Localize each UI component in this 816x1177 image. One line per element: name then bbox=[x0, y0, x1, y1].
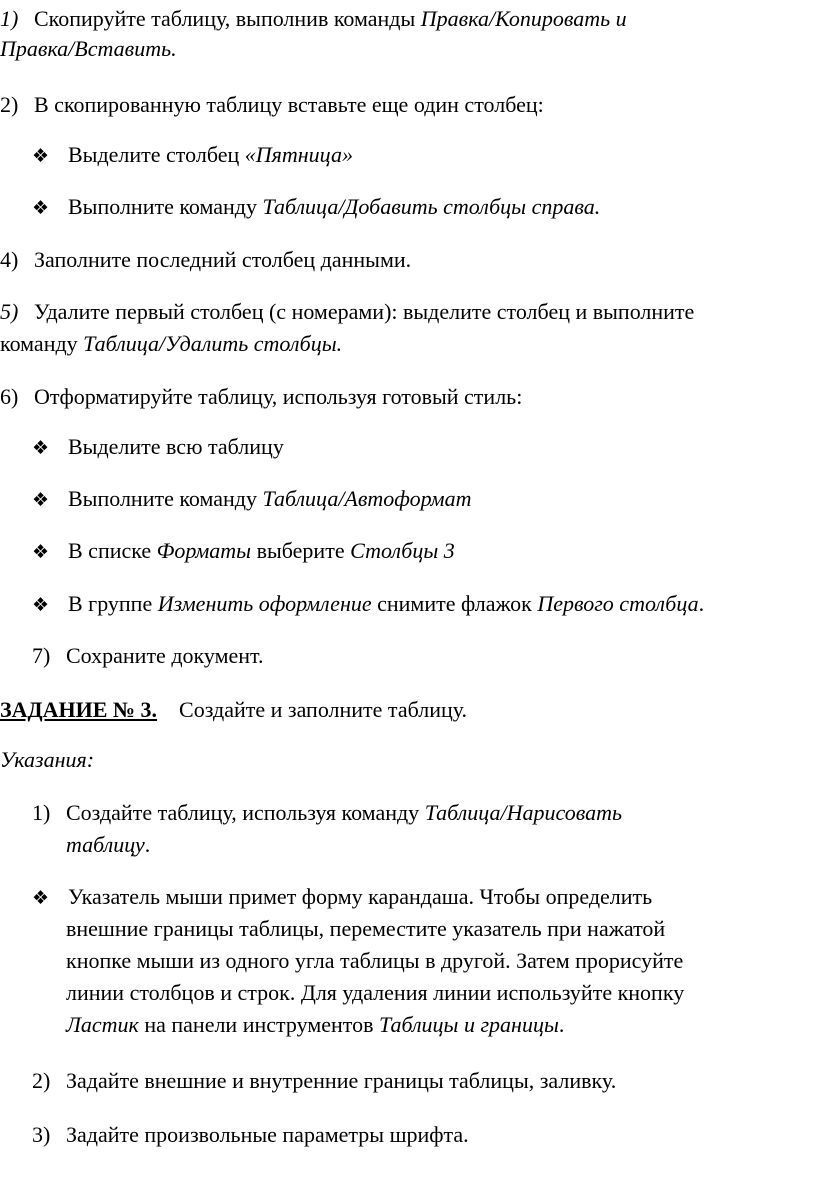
command-text: Таблица/Нарисовать bbox=[424, 800, 623, 825]
step-1 bbox=[0, 4, 627, 34]
diamond-bullet-icon: ❖ bbox=[32, 489, 50, 511]
task-heading: ЗАДАНИЕ № 3. bbox=[0, 697, 158, 722]
instructions-label: Указания: bbox=[0, 747, 95, 772]
diamond-bullet-icon: ❖ bbox=[32, 197, 50, 219]
bullet-item-cont: внешние границы таблицы, переместите указатель при нажатой bbox=[66, 916, 666, 941]
bullet-item: ❖ В списке Форматы выберите Столбцы 3 bbox=[32, 536, 455, 567]
bullet-item: ❖ Выполните команду Таблица/Автоформат bbox=[32, 484, 471, 515]
step-2 bbox=[0, 90, 544, 120]
command-text: Правка/Вставить. bbox=[0, 36, 177, 61]
step-number: 7) bbox=[32, 643, 51, 668]
step-number: 1) bbox=[0, 6, 19, 31]
step-number: 1) bbox=[32, 800, 51, 825]
task-3-heading-line bbox=[0, 695, 467, 725]
step-text: Сохраните документ. bbox=[66, 643, 264, 668]
step-number: 3) bbox=[32, 1122, 51, 1147]
task3-step-2: 2) Задайте внешние и внутренние границы таблицы, заливку. bbox=[32, 1066, 616, 1096]
step-number: 2) bbox=[0, 92, 19, 117]
task-text: Создайте и заполните таблицу. bbox=[179, 697, 468, 722]
step-number: 6) bbox=[0, 384, 19, 409]
bullet-item: ❖ Выполните команду Таблица/Добавить столбцы справа. bbox=[32, 192, 600, 223]
bullet-item: ❖ Указатель мыши примет форму карандаша. Чтобы определить bbox=[32, 882, 652, 913]
step-6 bbox=[0, 382, 522, 412]
command-text: Столбцы 3 bbox=[350, 538, 455, 563]
command-text: Таблицы и границы bbox=[379, 1012, 559, 1037]
task3-step-1: 1) Создайте таблицу, используя команду Таблица/Нарисовать bbox=[32, 798, 622, 828]
step-4 bbox=[0, 245, 411, 275]
bullet-item: ❖ В группе Изменить оформление снимите флажок Первого столбца. bbox=[32, 589, 704, 620]
command-text: таблицу bbox=[66, 832, 145, 857]
command-text: Таблица/Удалить столбцы. bbox=[83, 331, 343, 356]
bullet-item-cont: линии столбцов и строк. Для удаления линии используйте кнопку bbox=[66, 980, 685, 1005]
bullet-item: ❖ Выделите всю таблицу bbox=[32, 432, 284, 463]
step-text: Удалите первый столбец (с номерами): выделите столбец и выполните bbox=[34, 299, 695, 324]
bullet-item-cont: кнопке мыши из одного угла таблицы в другой. Затем прорисуйте bbox=[66, 948, 684, 973]
step-text: Заполните последний столбец данными. bbox=[34, 247, 412, 272]
diamond-bullet-icon: ❖ bbox=[32, 594, 50, 616]
step-text: Отформатируйте таблицу, используя готовый стиль: bbox=[34, 384, 523, 409]
command-text: «Пятница» bbox=[244, 142, 353, 167]
step-text: Скопируйте таблицу, выполнив команды bbox=[34, 6, 421, 31]
command-text: Правка/Копировать и bbox=[420, 6, 627, 31]
command-text: Таблица/Автоформат bbox=[262, 486, 472, 511]
step-1-cont bbox=[0, 34, 177, 64]
task3-step-3: 3) Задайте произвольные параметры шрифта. bbox=[32, 1120, 469, 1150]
task3-step-1-cont: таблицу. bbox=[66, 832, 151, 857]
step-number: 5) bbox=[0, 299, 19, 324]
instructions-label-line bbox=[0, 745, 94, 775]
step-7 bbox=[32, 641, 264, 671]
bullet-item-cont: Ластик на панели инструментов Таблицы и границы. bbox=[66, 1012, 565, 1037]
bullet-item: ❖ Выделите столбец «Пятница» bbox=[32, 140, 353, 171]
step-5-cont: команду Таблица/Удалить столбцы. bbox=[0, 331, 343, 356]
command-text: Таблица/Добавить столбцы справа. bbox=[262, 194, 601, 219]
command-text: Форматы bbox=[156, 538, 252, 563]
command-text: Первого столбца bbox=[537, 591, 699, 616]
step-number: 4) bbox=[0, 247, 19, 272]
step-text: В скопированную таблицу вставьте еще один столбец: bbox=[34, 92, 544, 117]
diamond-bullet-icon: ❖ bbox=[32, 437, 50, 459]
command-text: Изменить оформление bbox=[157, 591, 372, 616]
step-number: 2) bbox=[32, 1068, 51, 1093]
command-text: Ластик bbox=[66, 1012, 139, 1037]
diamond-bullet-icon: ❖ bbox=[32, 887, 50, 909]
diamond-bullet-icon: ❖ bbox=[32, 541, 50, 563]
diamond-bullet-icon: ❖ bbox=[32, 145, 50, 167]
step-5 bbox=[0, 297, 694, 327]
